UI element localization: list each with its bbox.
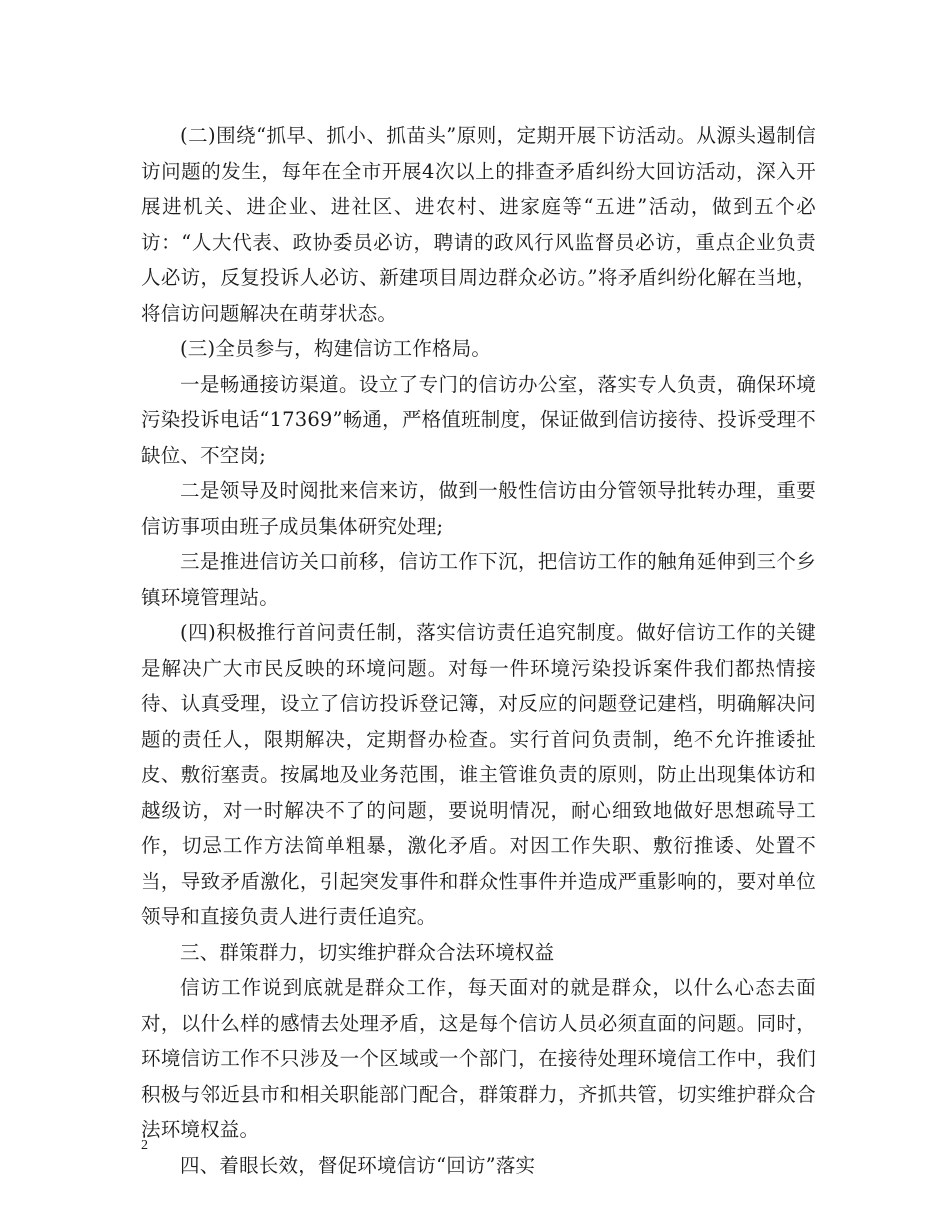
- document-body: [141, 118, 816, 1183]
- paragraph-section-3-heading: (三)全员参与，构建信访工作格局。: [180, 337, 492, 360]
- paragraph-item-2: 二是领导及时阅批来信来访，做到一般性信访由分管领导批转办理，重要信访事项由班子成员集体研究处理;: [141, 479, 816, 538]
- paragraph-section-4: (四)积极推行首问责任制，落实信访责任追究制度。做好信访工作的关键是解决广大市民反映的环境问题。对每一件环境污染投诉案件我们都热情接待、认真受理，设立了信访投诉登记簿，对反应的问题登记建档，明确解决问题的责任人，限期解决，定期督办检查。实行首问负责制，绝不允许推诿扯皮、敷衍塞责。按属地及业务范围，谁主管谁负责的原则，防止出现集体访和越级访，对一时解决不了的问题，要说明情况，耐心细致地做好思想疏导工作，切忌工作方法简单粗暴，激化矛盾。对因工作失职、敷衍推诿、处置不当，导致矛盾激化，引起突发事件和群众性事件并造成严重影响的，要对单位领导和直接负责人进行责任追究。: [141, 621, 816, 928]
- paragraph-item-3: 三是推进信访关口前移，信访工作下沉，把信访工作的触角延伸到三个乡镇环境管理站。: [141, 550, 816, 609]
- page-number: 2: [141, 1138, 148, 1153]
- paragraph-item-1: 一是畅通接访渠道。设立了专门的信访办公室，落实专人负责，确保环境污染投诉电话“17369”畅通，严格值班制度，保证做到信访接待、投诉受理不缺位、不空岗;: [141, 372, 816, 467]
- heading-part-3: 三、群策群力，切实维护群众合法环境权益: [180, 940, 555, 964]
- paragraph-section-2: (二)围绕“抓早、抓小、抓苗头”原则，定期开展下访活动。从源头遏制信访问题的发生，每年在全市开展4次以上的排查矛盾纠纷大回访活动，深入开展进机关、进企业、进社区、进农村、进家庭等“五进”活动，做到五个必访：“人大代表、政协委员必访，聘请的政风行风监督员必访，重点企业负责人必访，反复投诉人必访、新建项目周边群众必访。”将矛盾纠纷化解在当地，将信访问题解决在萌芽状态。: [141, 124, 816, 325]
- paragraph-part-3-body: 信访工作说到底就是群众工作，每天面对的就是群众，以什么心态去面对，以什么样的感情去处理矛盾，这是每个信访人员必须直面的问题。同时，环境信访工作不只涉及一个区域或一个部门，在接待处理环境信工作中，我们积极与邻近县市和相关职能部门配合，群策群力，齐抓共管，切实维护群众合法环境权益。: [141, 976, 816, 1141]
- heading-part-4: 四、着眼长效，督促环境信访“回访”落实: [180, 1153, 536, 1177]
